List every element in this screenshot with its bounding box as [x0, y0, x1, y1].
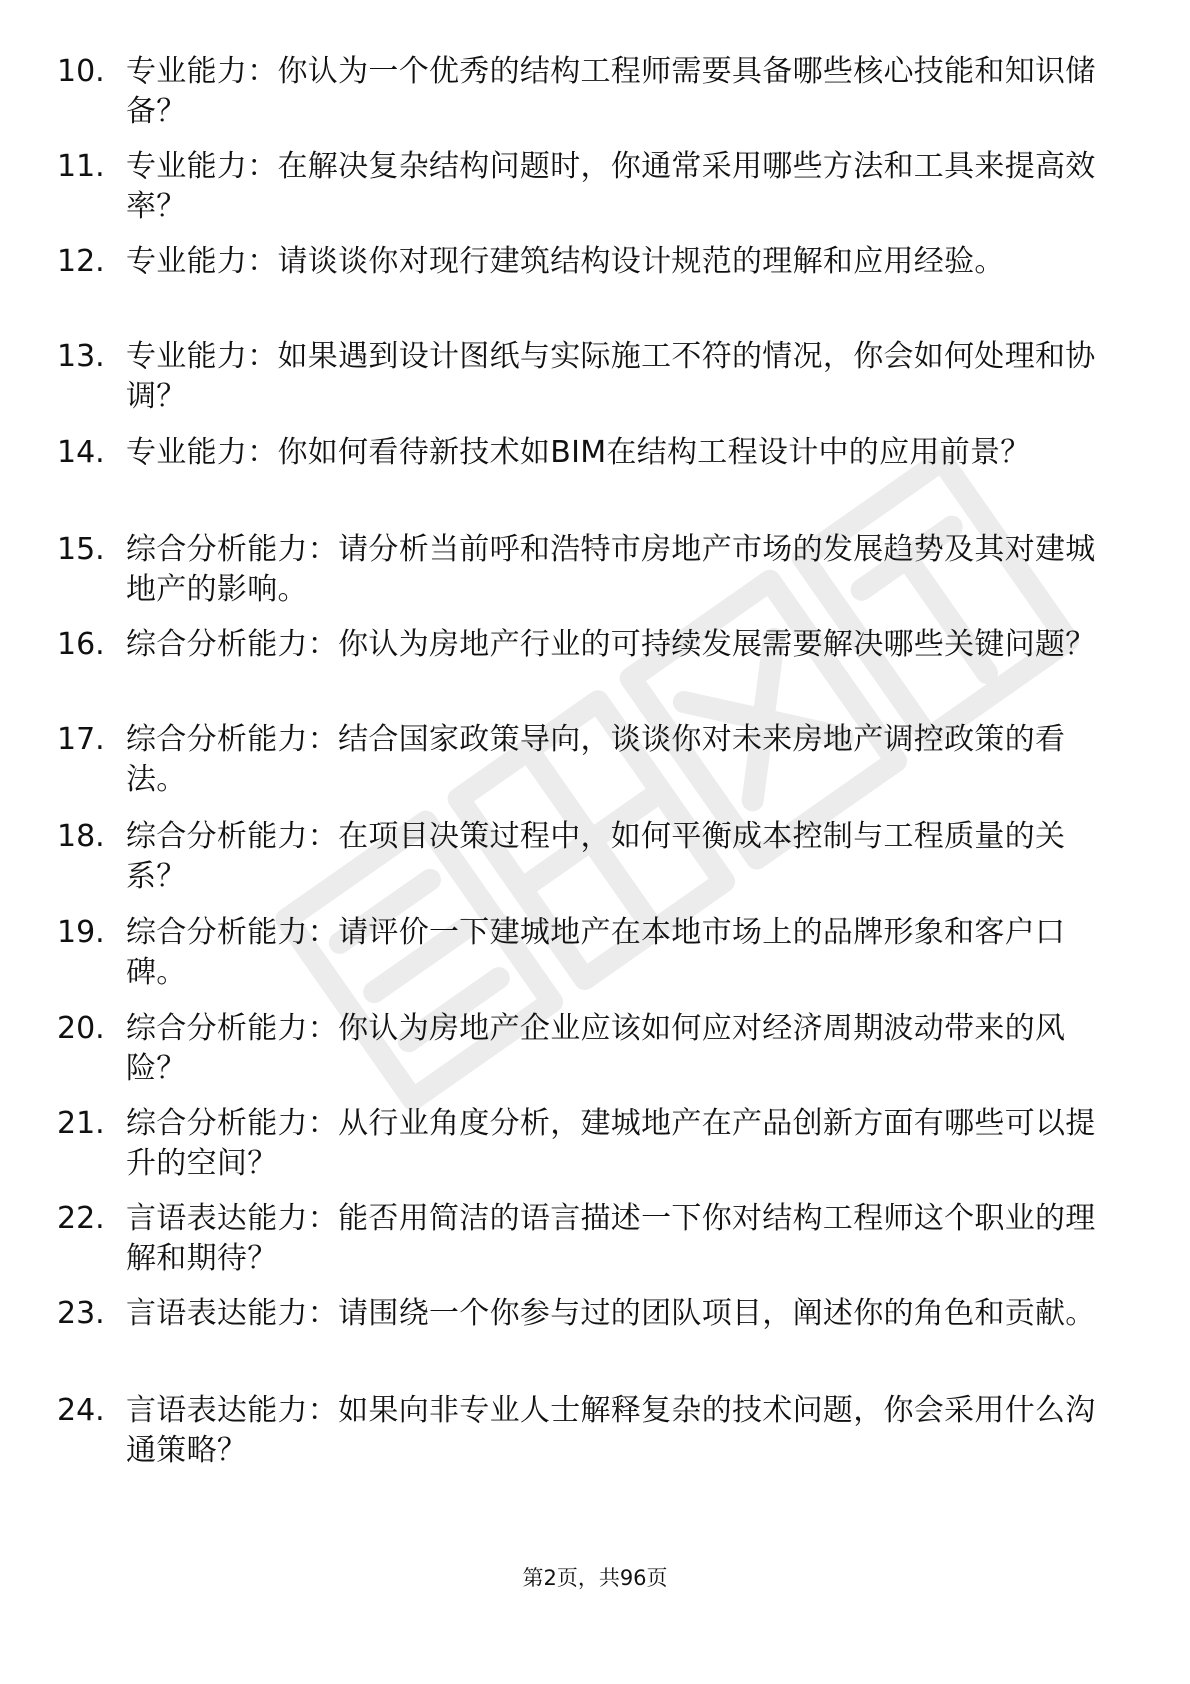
question-item — [0, 530, 1190, 630]
question-number: 19. — [57, 915, 105, 950]
question-number: 22. — [57, 1201, 105, 1236]
question-text: 专业能力：如果遇到设计图纸与实际施工不符的情况，你会如何处理和协调？ — [126, 339, 1096, 414]
question-text: 专业能力：请谈谈你对现行建筑结构设计规范的理解和应用经验。 — [126, 244, 1005, 279]
page-footer — [0, 1563, 1190, 1593]
question-text: 专业能力：在解决复杂结构问题时，你通常采用哪些方法和工具来提高效率？ — [126, 149, 1096, 224]
question-item — [0, 913, 1190, 1013]
question-number: 17. — [57, 722, 105, 757]
question-item — [0, 147, 1190, 247]
question-text: 综合分析能力：从行业角度分析，建城地产在产品创新方面有哪些可以提升的空间？ — [126, 1106, 1096, 1181]
question-text: 专业能力：你认为一个优秀的结构工程师需要具备哪些核心技能和知识储备？ — [126, 54, 1096, 129]
question-item — [0, 337, 1190, 437]
question-text: 综合分析能力：你认为房地产企业应该如何应对经济周期波动带来的风险？ — [126, 1011, 1066, 1086]
question-item — [0, 1391, 1190, 1491]
question-text: 综合分析能力：请评价一下建城地产在本地市场上的品牌形象和客户口碑。 — [126, 915, 1066, 990]
question-text: 言语表达能力：如果向非专业人士解释复杂的技术问题，你会采用什么沟通策略？ — [126, 1393, 1096, 1468]
question-number: 20. — [57, 1011, 105, 1046]
question-item — [0, 242, 1190, 342]
page-number-label: 第2页，共96页 — [522, 1566, 668, 1590]
question-text: 综合分析能力：结合国家政策导向，谈谈你对未来房地产调控政策的看法。 — [126, 722, 1066, 797]
question-item — [0, 433, 1190, 533]
question-number: 21. — [57, 1106, 105, 1141]
question-item — [0, 720, 1190, 820]
question-number: 14. — [57, 435, 105, 470]
question-number: 23. — [57, 1296, 105, 1331]
question-text: 综合分析能力：在项目决策过程中，如何平衡成本控制与工程质量的关系？ — [126, 819, 1066, 894]
question-number: 15. — [57, 532, 105, 567]
question-number: 12. — [57, 244, 105, 279]
question-number: 18. — [57, 819, 105, 854]
question-text: 综合分析能力：你认为房地产行业的可持续发展需要解决哪些关键问题？ — [126, 627, 1096, 662]
question-item — [0, 1104, 1190, 1204]
question-number: 10. — [57, 54, 105, 89]
question-text: 言语表达能力：能否用简洁的语言描述一下你对结构工程师这个职业的理解和期待？ — [126, 1201, 1096, 1276]
question-number: 11. — [57, 149, 105, 184]
question-item — [0, 52, 1190, 152]
question-text: 专业能力：你如何看待新技术如BIM在结构工程设计中的应用前景？ — [126, 435, 1031, 470]
question-item — [0, 1294, 1190, 1394]
question-item — [0, 817, 1190, 917]
question-number: 24. — [57, 1393, 105, 1428]
question-number: 13. — [57, 339, 105, 374]
question-text: 综合分析能力：请分析当前呼和浩特市房地产市场的发展趋势及其对建城地产的影响。 — [126, 532, 1096, 607]
question-item — [0, 1009, 1190, 1109]
question-text: 言语表达能力：请围绕一个你参与过的团队项目，阐述你的角色和贡献。 — [126, 1296, 1096, 1331]
question-number: 16. — [57, 627, 105, 662]
question-item — [0, 1199, 1190, 1299]
question-item — [0, 625, 1190, 725]
